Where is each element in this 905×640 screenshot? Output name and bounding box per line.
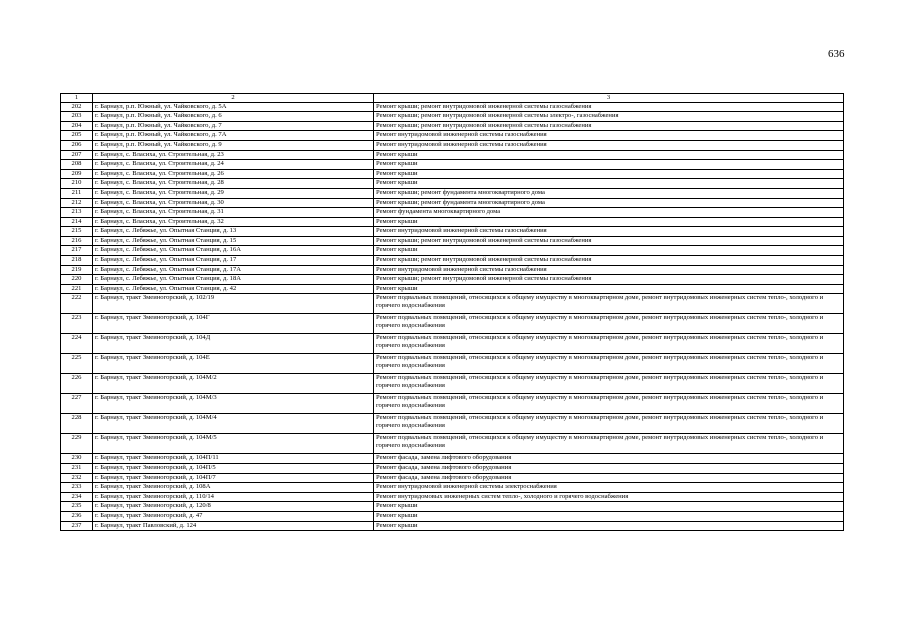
address-cell: г. Барнаул, с. Власиха, ул. Строительная, д. 24 <box>93 160 374 170</box>
address-cell: г. Барнаул, тракт Змеиногорский, д. 47 <box>93 512 374 522</box>
table-row <box>61 208 844 218</box>
work-type-cell: Ремонт внутридомовой инженерной системы газоснабжения <box>374 131 844 141</box>
address-cell: г. Барнаул, тракт Змеиногорский, д. 104М/4 <box>93 414 374 434</box>
work-type-cell: Ремонт крыши; ремонт внутридомовой инженерной системы газоснабжения <box>374 121 844 131</box>
table-row <box>61 314 844 334</box>
table-row <box>61 454 844 464</box>
address-cell: г. Барнаул, тракт Змеиногорский, д. 104П/5 <box>93 464 374 474</box>
work-type-cell: Ремонт фундамента многоквартирного дома <box>374 208 844 218</box>
address-cell: г. Барнаул, тракт Змеиногорский, д. 108А <box>93 483 374 493</box>
work-type-cell: Ремонт подвальных помещений, относящихся к общему имуществу в многоквартирном доме, ремонт внутридомовых инженерных систем тепло-, холодного и горячего водоснабжения <box>374 294 844 314</box>
row-number-cell: 208 <box>61 160 93 170</box>
row-number-cell: 212 <box>61 198 93 208</box>
row-number-cell: 233 <box>61 483 93 493</box>
row-number-cell: 237 <box>61 521 93 531</box>
row-number-cell: 202 <box>61 102 93 112</box>
address-cell: г. Барнаул, с. Лебяжье, ул. Опытная Станция, д. 13 <box>93 227 374 237</box>
work-type-cell: Ремонт фасада, замена лифтового оборудования <box>374 454 844 464</box>
address-cell: г. Барнаул, р.п. Южный, ул. Чайковского, д. 7А <box>93 131 374 141</box>
table-row <box>61 483 844 493</box>
address-cell: г. Барнаул, с. Власиха, ул. Строительная, д. 28 <box>93 179 374 189</box>
work-type-cell: Ремонт крыши <box>374 169 844 179</box>
repair-registry-table <box>60 93 844 531</box>
work-type-cell: Ремонт фасада, замена лифтового оборудования <box>374 464 844 474</box>
address-cell: г. Барнаул, с. Лебяжье, ул. Опытная Станция, д. 15 <box>93 236 374 246</box>
work-type-cell: Ремонт крыши; ремонт внутридомовой инженерной системы газоснабжения <box>374 275 844 285</box>
work-type-cell: Ремонт подвальных помещений, относящихся к общему имуществу в многоквартирном доме, ремонт внутридомовых инженерных систем тепло-, холодного и горячего водоснабжения <box>374 434 844 454</box>
work-type-cell: Ремонт крыши; ремонт фундамента многоквартирного дома <box>374 188 844 198</box>
address-cell: г. Барнаул, тракт Змеиногорский, д. 104Г <box>93 314 374 334</box>
work-type-cell: Ремонт внутридомовой инженерной системы газоснабжения <box>374 227 844 237</box>
table-row <box>61 256 844 266</box>
page-number: 636 <box>828 48 845 60</box>
row-number-cell: 224 <box>61 334 93 354</box>
work-type-cell: Ремонт внутридомовой инженерной системы электроснабжения <box>374 483 844 493</box>
address-cell: г. Барнаул, с. Лебяжье, ул. Опытная Станция, д. 17 <box>93 256 374 266</box>
column-header: 3 <box>374 94 844 103</box>
row-number-cell: 235 <box>61 502 93 512</box>
table-row <box>61 217 844 227</box>
column-header: 2 <box>93 94 374 103</box>
work-type-cell: Ремонт крыши; ремонт внутридомовой инженерной системы газоснабжения <box>374 102 844 112</box>
address-cell: г. Барнаул, р.п. Южный, ул. Чайковского, д. 5А <box>93 102 374 112</box>
table-header-row <box>61 94 844 103</box>
address-cell: г. Барнаул, тракт Змеиногорский, д. 104М/3 <box>93 394 374 414</box>
address-cell: г. Барнаул, с. Власиха, ул. Строительная, д. 29 <box>93 188 374 198</box>
table-row <box>61 188 844 198</box>
table-row <box>61 275 844 285</box>
work-type-cell: Ремонт подвальных помещений, относящихся к общему имуществу в многоквартирном доме, ремонт внутридомовых инженерных систем тепло-, холодного и горячего водоснабжения <box>374 394 844 414</box>
work-type-cell: Ремонт крыши <box>374 284 844 294</box>
row-number-cell: 226 <box>61 374 93 394</box>
work-type-cell: Ремонт крыши <box>374 512 844 522</box>
table-row <box>61 236 844 246</box>
address-cell: г. Барнаул, с. Власиха, ул. Строительная, д. 32 <box>93 217 374 227</box>
table-body <box>61 102 844 531</box>
table-row <box>61 112 844 122</box>
row-number-cell: 222 <box>61 294 93 314</box>
row-number-cell: 207 <box>61 150 93 160</box>
address-cell: г. Барнаул, с. Лебяжье, ул. Опытная Станция, д. 42 <box>93 284 374 294</box>
row-number-cell: 213 <box>61 208 93 218</box>
table-row <box>61 334 844 354</box>
row-number-cell: 206 <box>61 140 93 150</box>
table-row <box>61 521 844 531</box>
table-row <box>61 160 844 170</box>
table-row <box>61 434 844 454</box>
address-cell: г. Барнаул, с. Лебяжье, ул. Опытная Станция, д. 16А <box>93 246 374 256</box>
table-row <box>61 102 844 112</box>
address-cell: г. Барнаул, с. Власиха, ул. Строительная, д. 31 <box>93 208 374 218</box>
row-number-cell: 232 <box>61 473 93 483</box>
row-number-cell: 204 <box>61 121 93 131</box>
table-row <box>61 198 844 208</box>
address-cell: г. Барнаул, тракт Змеиногорский, д. 104М/2 <box>93 374 374 394</box>
work-type-cell: Ремонт крыши <box>374 521 844 531</box>
table-row <box>61 131 844 141</box>
row-number-cell: 218 <box>61 256 93 266</box>
work-type-cell: Ремонт подвальных помещений, относящихся к общему имуществу в многоквартирном доме, ремонт внутридомовых инженерных систем тепло-, холодного и горячего водоснабжения <box>374 374 844 394</box>
table-row <box>61 464 844 474</box>
address-cell: г. Барнаул, с. Власиха, ул. Строительная, д. 23 <box>93 150 374 160</box>
table-row <box>61 246 844 256</box>
row-number-cell: 220 <box>61 275 93 285</box>
address-cell: г. Барнаул, р.п. Южный, ул. Чайковского, д. 6 <box>93 112 374 122</box>
row-number-cell: 215 <box>61 227 93 237</box>
address-cell: г. Барнаул, р.п. Южный, ул. Чайковского, д. 7 <box>93 121 374 131</box>
work-type-cell: Ремонт крыши <box>374 160 844 170</box>
address-cell: г. Барнаул, с. Власиха, ул. Строительная, д. 26 <box>93 169 374 179</box>
work-type-cell: Ремонт крыши <box>374 179 844 189</box>
address-cell: г. Барнаул, тракт Змеиногорский, д. 102/19 <box>93 294 374 314</box>
table-row <box>61 473 844 483</box>
row-number-cell: 230 <box>61 454 93 464</box>
address-cell: г. Барнаул, тракт Змеиногорский, д. 104П/11 <box>93 454 374 464</box>
address-cell: г. Барнаул, р.п. Южный, ул. Чайковского, д. 9 <box>93 140 374 150</box>
work-type-cell: Ремонт крыши <box>374 150 844 160</box>
address-cell: г. Барнаул, с. Лебяжье, ул. Опытная Станция, д. 17А <box>93 265 374 275</box>
row-number-cell: 216 <box>61 236 93 246</box>
work-type-cell: Ремонт крыши <box>374 246 844 256</box>
work-type-cell: Ремонт крыши; ремонт внутридомовой инженерной системы газоснабжения <box>374 236 844 246</box>
table-row <box>61 354 844 374</box>
work-type-cell: Ремонт крыши <box>374 217 844 227</box>
work-type-cell: Ремонт внутридомовой инженерной системы газоснабжения <box>374 265 844 275</box>
table-row <box>61 265 844 275</box>
address-cell: г. Барнаул, с. Власиха, ул. Строительная, д. 30 <box>93 198 374 208</box>
row-number-cell: 209 <box>61 169 93 179</box>
row-number-cell: 211 <box>61 188 93 198</box>
address-cell: г. Барнаул, тракт Змеиногорский, д. 104П/7 <box>93 473 374 483</box>
address-cell: г. Барнаул, тракт Змеиногорский, д. 120/8 <box>93 502 374 512</box>
work-type-cell: Ремонт внутридомовых инженерных систем тепло-, холодного и горячего водоснабжения <box>374 492 844 502</box>
work-type-cell: Ремонт подвальных помещений, относящихся к общему имуществу в многоквартирном доме, ремонт внутридомовых инженерных систем тепло-, холодного и горячего водоснабжения <box>374 334 844 354</box>
table-row <box>61 294 844 314</box>
table-row <box>61 502 844 512</box>
work-type-cell: Ремонт внутридомовой инженерной системы газоснабжения <box>374 140 844 150</box>
row-number-cell: 231 <box>61 464 93 474</box>
row-number-cell: 229 <box>61 434 93 454</box>
row-number-cell: 214 <box>61 217 93 227</box>
table-row <box>61 394 844 414</box>
table-row <box>61 414 844 434</box>
address-cell: г. Барнаул, тракт Павловский, д. 124 <box>93 521 374 531</box>
row-number-cell: 210 <box>61 179 93 189</box>
row-number-cell: 227 <box>61 394 93 414</box>
row-number-cell: 234 <box>61 492 93 502</box>
work-type-cell: Ремонт крыши; ремонт внутридомовой инженерной системы электро-, газоснабжения <box>374 112 844 122</box>
row-number-cell: 203 <box>61 112 93 122</box>
table-row <box>61 150 844 160</box>
table-row <box>61 227 844 237</box>
table-row <box>61 374 844 394</box>
row-number-cell: 236 <box>61 512 93 522</box>
work-type-cell: Ремонт крыши; ремонт внутридомовой инженерной системы газоснабжения <box>374 256 844 266</box>
row-number-cell: 205 <box>61 131 93 141</box>
address-cell: г. Барнаул, с. Лебяжье, ул. Опытная Станция, д. 18А <box>93 275 374 285</box>
work-type-cell: Ремонт подвальных помещений, относящихся к общему имуществу в многоквартирном доме, ремонт внутридомовых инженерных систем тепло-, холодного и горячего водоснабжения <box>374 314 844 334</box>
table-row <box>61 284 844 294</box>
work-type-cell: Ремонт подвальных помещений, относящихся к общему имуществу в многоквартирном доме, ремонт внутридомовых инженерных систем тепло-, холодного и горячего водоснабжения <box>374 414 844 434</box>
row-number-cell: 228 <box>61 414 93 434</box>
row-number-cell: 225 <box>61 354 93 374</box>
row-number-cell: 221 <box>61 284 93 294</box>
address-cell: г. Барнаул, тракт Змеиногорский, д. 110/14 <box>93 492 374 502</box>
row-number-cell: 217 <box>61 246 93 256</box>
work-type-cell: Ремонт фасада, замена лифтового оборудования <box>374 473 844 483</box>
address-cell: г. Барнаул, тракт Змеиногорский, д. 104М/5 <box>93 434 374 454</box>
row-number-cell: 223 <box>61 314 93 334</box>
table-row <box>61 121 844 131</box>
table-row <box>61 512 844 522</box>
table-row <box>61 492 844 502</box>
row-number-cell: 219 <box>61 265 93 275</box>
table-row <box>61 140 844 150</box>
column-header: 1 <box>61 94 93 103</box>
table-row <box>61 169 844 179</box>
work-type-cell: Ремонт крыши; ремонт фундамента многоквартирного дома <box>374 198 844 208</box>
work-type-cell: Ремонт крыши <box>374 502 844 512</box>
table-row <box>61 179 844 189</box>
work-type-cell: Ремонт подвальных помещений, относящихся к общему имуществу в многоквартирном доме, ремонт внутридомовых инженерных систем тепло-, холодного и горячего водоснабжения <box>374 354 844 374</box>
address-cell: г. Барнаул, тракт Змеиногорский, д. 104Е <box>93 354 374 374</box>
address-cell: г. Барнаул, тракт Змеиногорский, д. 104Д <box>93 334 374 354</box>
